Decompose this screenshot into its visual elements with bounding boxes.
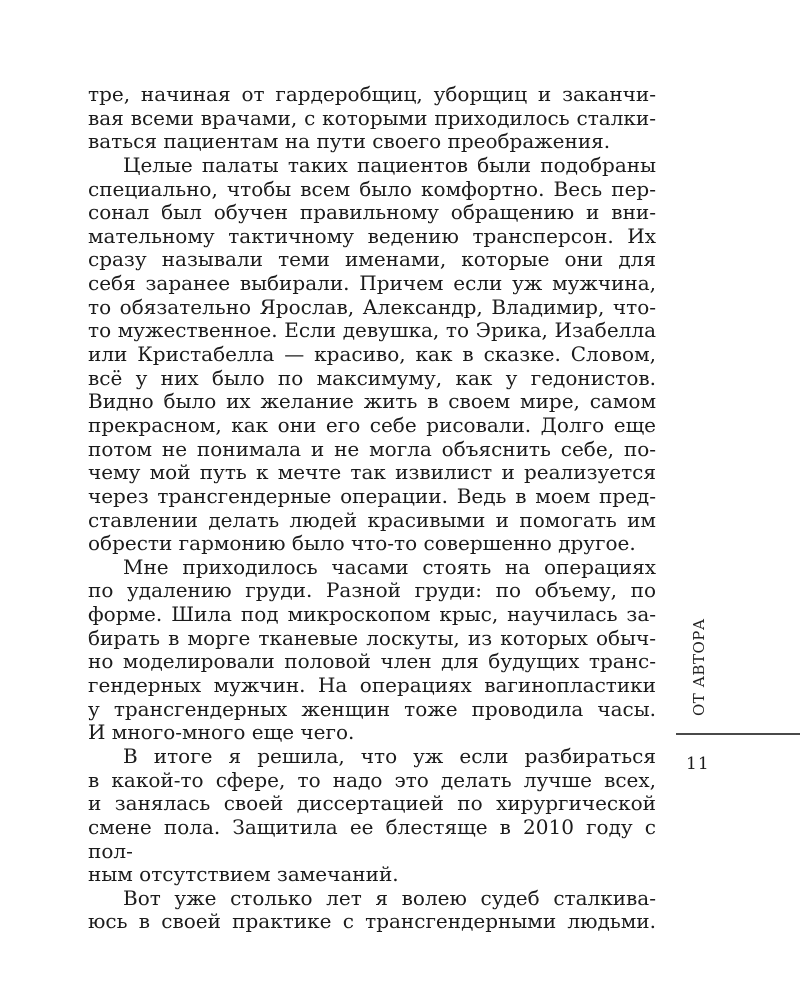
text-line: но моделировали половой член для будущих транс- xyxy=(88,649,656,674)
text-line: то мужественное. Если девушка, то Эрика, Изабелла xyxy=(88,318,656,343)
text-line: всё у них было по максимуму, как у гедонистов. xyxy=(88,365,656,390)
text-line: сразу называли теми именами, которые они для xyxy=(88,247,656,272)
text-line: В итоге я решила, что уж если разбираться xyxy=(123,743,656,768)
sidebar-rule xyxy=(676,733,800,735)
text-line: ваться пациентам на пути своего преображения. xyxy=(88,129,611,154)
text-line: бирать в морге тканевые лоскуты, из которых обыч- xyxy=(88,625,656,650)
paragraph xyxy=(88,556,656,745)
text-line: в какой-то сфере, то надо это делать лучше всех, xyxy=(88,767,656,792)
text-line: тре, начиная от гардеробщиц, уборщиц и заканчи- xyxy=(88,82,656,106)
paragraph xyxy=(88,745,656,887)
text-line: Вот уже столько лет я волею судеб сталкива- xyxy=(123,885,656,910)
text-line: юсь в своей практике с трансгендерными людьми. xyxy=(88,909,656,934)
text-line: ставлении делать людей красивыми и помогать им xyxy=(88,507,656,532)
paragraph xyxy=(88,154,656,556)
text-line: у трансгендерных женщин тоже проводила часы. xyxy=(88,696,656,721)
text-line: чему мой путь к мечте так извилист и реализуется xyxy=(88,460,656,485)
text-line: Целые палаты таких пациентов были подобраны xyxy=(123,152,656,177)
page-number: 11 xyxy=(686,754,710,774)
text-line: гендерных мужчин. На операциях вагинопластики xyxy=(88,673,656,698)
text-line: смене пола. Защитила ее блестяще в 2010 году с пол- xyxy=(88,814,656,863)
text-line: И много-много еще чего. xyxy=(88,720,355,745)
running-title: ОТ АВТОРА xyxy=(690,618,708,716)
text-line: себя заранее выбирали. Причем если уж мужчина, xyxy=(88,271,656,296)
text-line: и занялась своей диссертацией по хирургической xyxy=(88,791,656,816)
text-line: через трансгендерные операции. Ведь в моем пред- xyxy=(88,483,656,508)
text-line: потом не понимала и не могла объяснить себе, по- xyxy=(88,436,656,461)
text-line: обрести гармонию было что-то совершенно другое. xyxy=(88,531,636,556)
text-line: вая всеми врачами, с которыми приходилось сталки- xyxy=(88,105,656,130)
text-line: форме. Шила под микроскопом крыс, научилась за- xyxy=(88,602,656,627)
text-line: или Кристабелла — красиво, как в сказке. Словом, xyxy=(88,342,656,367)
text-line: Видно было их желание жить в своем мире, самом xyxy=(88,389,656,414)
text-line: специально, чтобы всем было комфортно. Весь пер- xyxy=(88,176,656,201)
paragraph xyxy=(88,887,656,934)
text-line: мательному тактичному ведению трансперсон. Их xyxy=(88,223,656,248)
paragraph xyxy=(88,83,656,154)
text-line: ным отсутствием замечаний. xyxy=(88,862,399,887)
text-line: по удалению груди. Разной груди: по объему, по xyxy=(88,578,656,603)
text-line: сонал был обучен правильному обращению и вни- xyxy=(88,200,656,225)
text-line: Мне приходилось часами стоять на операциях xyxy=(123,554,656,579)
text-line: то обязательно Ярослав, Александр, Владимир, что- xyxy=(88,294,656,319)
main-text xyxy=(88,83,656,934)
text-line: прекрасном, как они его себе рисовали. Долго еще xyxy=(88,412,656,437)
